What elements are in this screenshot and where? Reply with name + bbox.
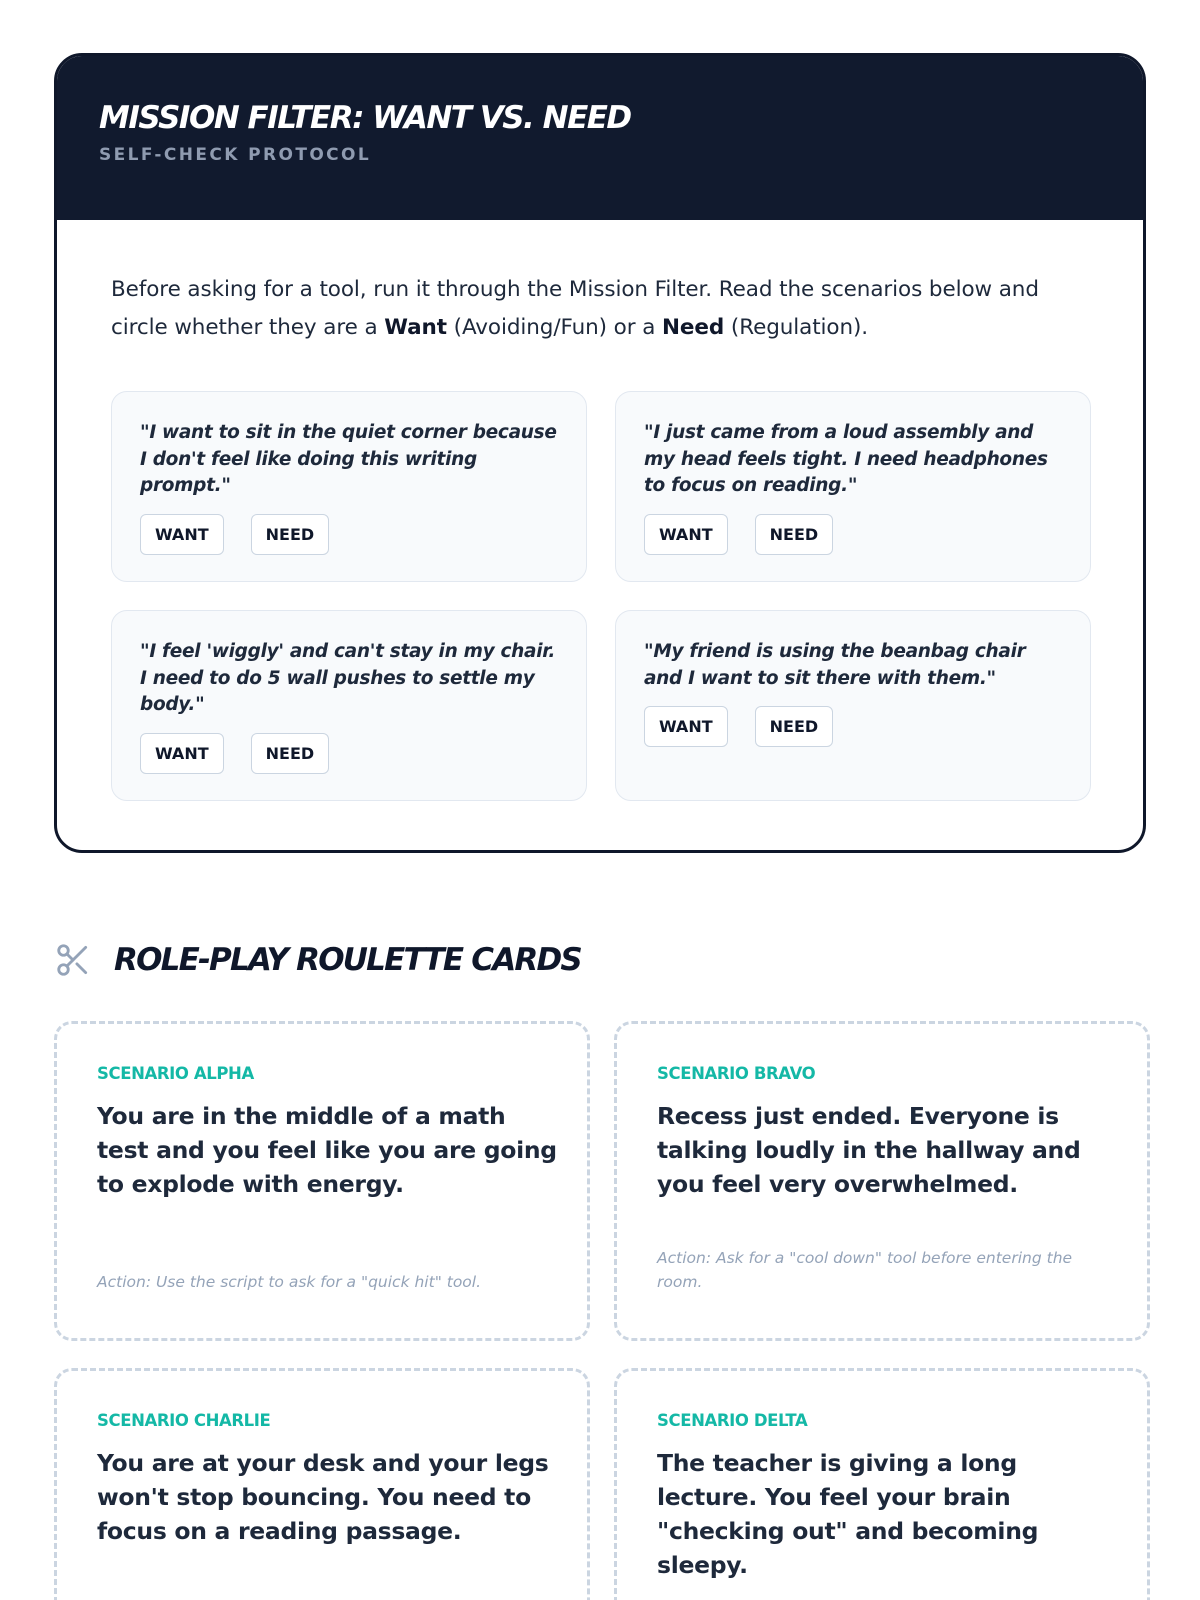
scenario-label: SCENARIO BRAVO (657, 1064, 816, 1083)
need-button[interactable]: NEED (251, 733, 330, 774)
scenario-card (111, 391, 587, 582)
mission-body (57, 220, 1143, 801)
intro-text: Before asking for a tool, run it through the Mission Filter. Read the scenarios below and circle whether they are a (111, 277, 1039, 340)
scenario-label: SCENARIO DELTA (657, 1411, 808, 1430)
scenario-text: "I just came from a loud assembly and my head feels tight. I need headphones to focus on reading." (644, 422, 1048, 496)
choice-row (644, 706, 1064, 747)
scenario-card (615, 391, 1091, 582)
mission-filter-card (54, 53, 1146, 853)
want-button[interactable]: WANT (644, 514, 728, 555)
need-button[interactable]: NEED (755, 706, 834, 747)
scissors-icon (54, 941, 92, 979)
scenario-text: "I feel 'wiggly' and can't stay in my chair. I need to do 5 wall pushes to settle my body." (140, 641, 556, 715)
scenario-description: You are at your desk and your legs won't stop bouncing. You need to focus on a reading passage. (97, 1449, 549, 1545)
want-button[interactable]: WANT (644, 706, 728, 747)
mission-title: MISSION FILTER: WANT VS. NEED (99, 100, 631, 136)
scenario-description: You are in the middle of a math test and you feel like you are going to explode with energy. (97, 1102, 557, 1198)
mission-intro (111, 271, 1089, 347)
scenario-label: SCENARIO CHARLIE (97, 1411, 271, 1430)
roleplay-title: ROLE-PLAY ROULETTE CARDS (114, 942, 581, 978)
scenario-label: SCENARIO ALPHA (97, 1064, 254, 1083)
scenario-description: The teacher is giving a long lecture. You feel your brain "checking out" and becoming sleepy. (657, 1449, 1039, 1579)
scenario-text: "I want to sit in the quiet corner because I don't feel like doing this writing prompt." (140, 422, 557, 496)
roleplay-card (54, 1021, 590, 1341)
scenario-action: Action: Ask for a "cool down" tool before entering the room. (657, 1249, 1073, 1291)
scenario-action: Action: Use the script to ask for a "quick hit" tool. (97, 1273, 482, 1291)
need-button[interactable]: NEED (251, 514, 330, 555)
intro-text-mid: (Avoiding/Fun) or a (446, 315, 663, 340)
intro-want: Want (384, 315, 447, 340)
want-button[interactable]: WANT (140, 514, 224, 555)
want-button[interactable]: WANT (140, 733, 224, 774)
choice-row (140, 514, 560, 555)
intro-text-end: (Regulation). (724, 315, 869, 340)
scenario-text: "My friend is using the beanbag chair and I want to sit there with them." (644, 641, 1026, 689)
mission-header (57, 56, 1143, 220)
scenario-grid (111, 391, 1089, 801)
scenario-description: Recess just ended. Everyone is talking loudly in the hallway and you feel very overwhelmed. (657, 1102, 1081, 1198)
need-button[interactable]: NEED (755, 514, 834, 555)
intro-need: Need (662, 315, 725, 340)
scenario-card (615, 610, 1091, 801)
choice-row (644, 514, 1064, 555)
scenario-card (111, 610, 587, 801)
choice-row (140, 733, 560, 774)
roleplay-card (54, 1368, 590, 1600)
roleplay-section-header (54, 938, 581, 982)
mission-subtitle: SELF-CHECK PROTOCOL (99, 145, 372, 165)
roleplay-card (614, 1368, 1150, 1600)
roleplay-card (614, 1021, 1150, 1341)
